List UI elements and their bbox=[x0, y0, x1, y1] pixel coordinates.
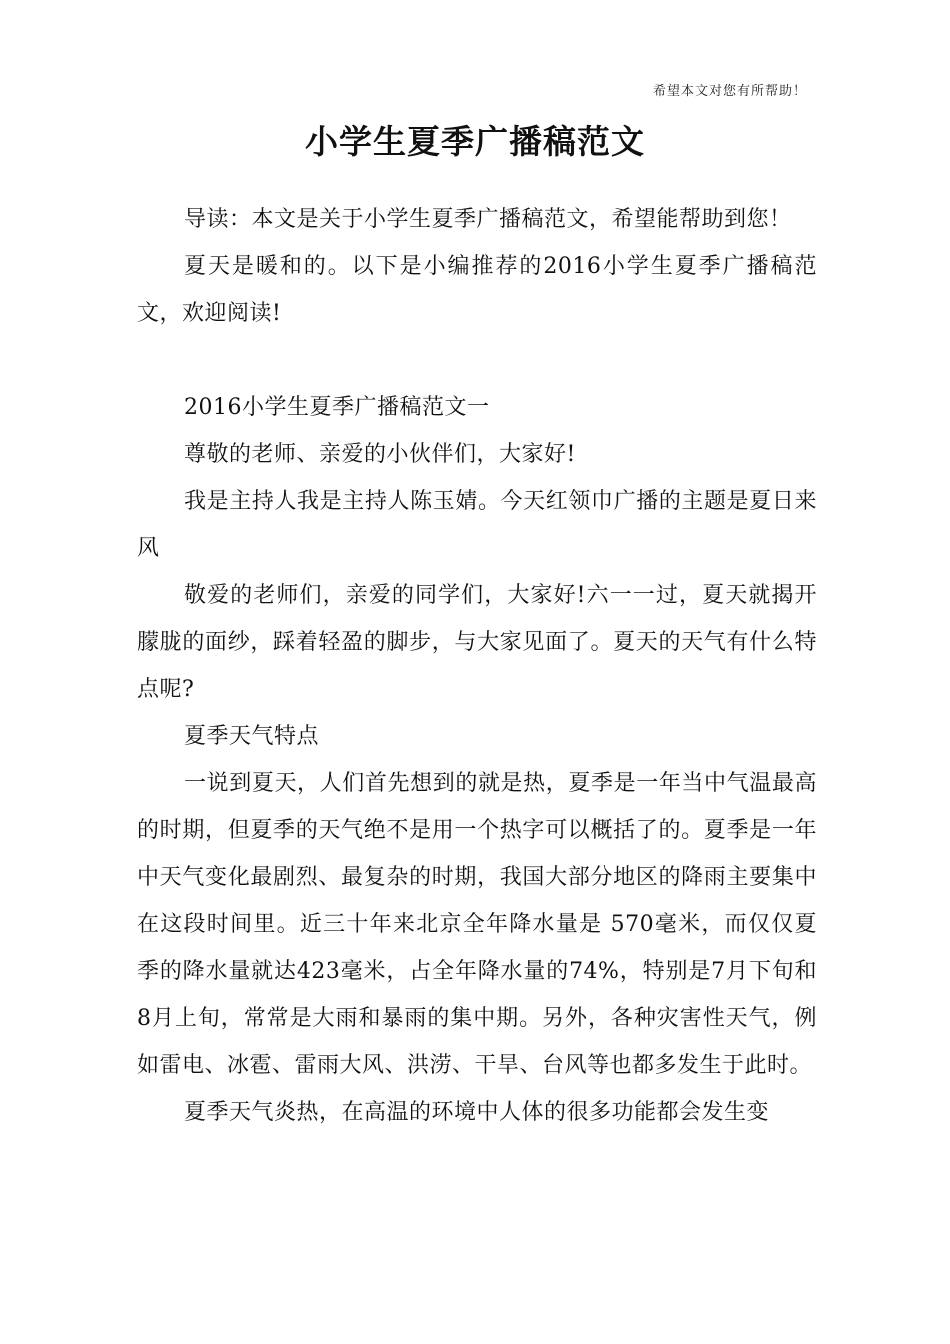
subheading-summer-weather: 夏季天气特点 bbox=[184, 724, 320, 749]
paragraph-summer-heat: 夏季天气炎热，在高温的环境中人体的很多功能都会发生变 bbox=[184, 1100, 770, 1125]
paragraph-greeting: 尊敬的老师、亲爱的小伙伴们，大家好! bbox=[184, 442, 576, 467]
document-title: 小学生夏季广播稿范文 bbox=[305, 122, 645, 161]
paragraph-summer-warm: 夏天是暖和的。以下是小编推荐的2016小学生夏季广播稿范文，欢迎阅读! bbox=[137, 254, 817, 326]
blank-line bbox=[137, 337, 817, 384]
intro-paragraph: 导读：本文是关于小学生夏季广播稿范文，希望能帮助到您！ bbox=[184, 207, 792, 232]
document-body bbox=[137, 196, 817, 1136]
paragraph-summer-arrives: 敬爱的老师们，亲爱的同学们，大家好!六一一过，夏天就揭开朦胧的面纱，踩着轻盈的脚步，与大家见面了。夏天的天气有什么特点呢? bbox=[137, 583, 817, 702]
paragraph-summer-weather-detail: 一说到夏天，人们首先想到的就是热，夏季是一年当中气温最高的时期，但夏季的天气绝不是用一个热字可以概括了的。夏季是一年中天气变化最剧烈、最复杂的时期，我国大部分地区的降雨主要集中在这段时间里。近三十年来北京全年降水量是 570毫米，而仅仅夏季的降水量就达423毫米，占全年降水量的74%，特别是7月下旬和8月上旬，常常是大雨和暴雨的集中期。另外，各种灾害性天气，例如雷电、冰雹、雷雨大风、洪涝、干旱、台风等也都多发生于此时。 bbox=[137, 771, 817, 1078]
section-heading-sample-one: 2016小学生夏季广播稿范文一 bbox=[184, 395, 490, 420]
paragraph-host-intro: 我是主持人我是主持人陈玉婧。今天红领巾广播的主题是夏日来风 bbox=[137, 489, 817, 561]
header-note: 希望本文对您有所帮助！ bbox=[652, 84, 807, 99]
